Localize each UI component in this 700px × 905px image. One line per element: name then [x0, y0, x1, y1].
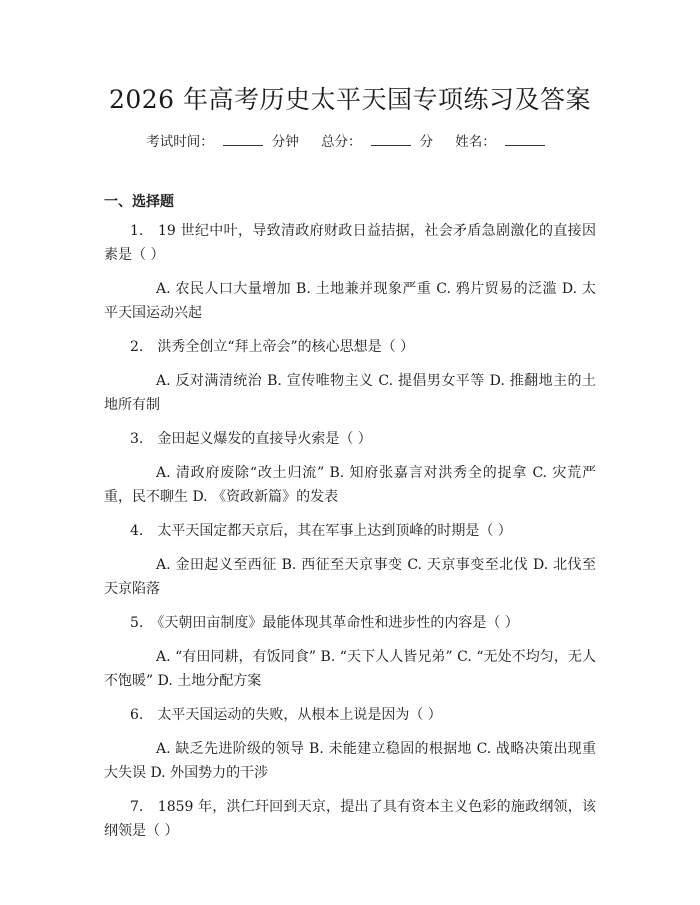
question-stem: 2. 洪秀全创立“拜上帝会”的核心思想是（ ） — [130, 339, 415, 355]
section-title: 一、选择题 — [104, 194, 174, 210]
question-options: A. 农民人口大量增加 B. 土地兼并现象严重 C. 鸦片贸易的泛滥 D. 太平天国运动兴起 — [104, 281, 596, 321]
exam-time: 考试时间： 分钟 — [146, 134, 299, 150]
document-title: 2026 年高考历史太平天国专项练习及答案 — [108, 85, 592, 114]
question-stem: 7. 1859 年，洪仁玕回到天京，提出了具有资本主义色彩的施政纲领，该纲领是（ ） — [104, 799, 596, 839]
question-options: A. 清政府废除“改土归流” B. 知府张嘉言对洪秀全的捉拿 C. 灾荒严重，民不聊生 D. 《资政新篇》的发表 — [104, 465, 596, 505]
question-options: A. “有田同耕，有饭同食” B. “天下人人皆兄弟” C. “无处不均匀，无人不饱暖” D. 土地分配方案 — [104, 649, 596, 689]
question-list — [104, 219, 596, 853]
time-blank — [223, 131, 263, 146]
name-blank — [505, 131, 545, 146]
question-stem: 4. 太平天国定都天京后，其在军事上达到顶峰的时期是（ ） — [130, 523, 512, 539]
question-stem: 3. 金田起义爆发的直接导火索是（ ） — [130, 431, 372, 447]
exam-score: 总分： 分 — [321, 134, 433, 150]
question-stem: 5. 《天朝田亩制度》最能体现其革命性和进步性的内容是（ ） — [130, 615, 519, 631]
exam-meta — [0, 131, 700, 152]
question-options: A. 金田起义至西征 B. 西征至天京事变 C. 天京事变至北伐 D. 北伐至天京陷落 — [104, 557, 596, 597]
score-blank — [371, 131, 411, 146]
exam-name: 姓名： — [455, 134, 554, 150]
question-options: A. 缺乏先进阶级的领导 B. 未能建立稳固的根据地 C. 战略决策出现重大失误 D. 外国势力的干涉 — [104, 741, 596, 781]
question-stem: 1. 19 世纪中叶，导致清政府财政日益拮据，社会矛盾急剧激化的直接因素是（ ） — [104, 223, 596, 263]
question-stem: 6. 太平天国运动的失败，从根本上说是因为（ ） — [130, 707, 442, 723]
question-options: A. 反对满清统治 B. 宣传唯物主义 C. 提倡男女平等 D. 推翻地主的土地所有制 — [104, 373, 596, 413]
